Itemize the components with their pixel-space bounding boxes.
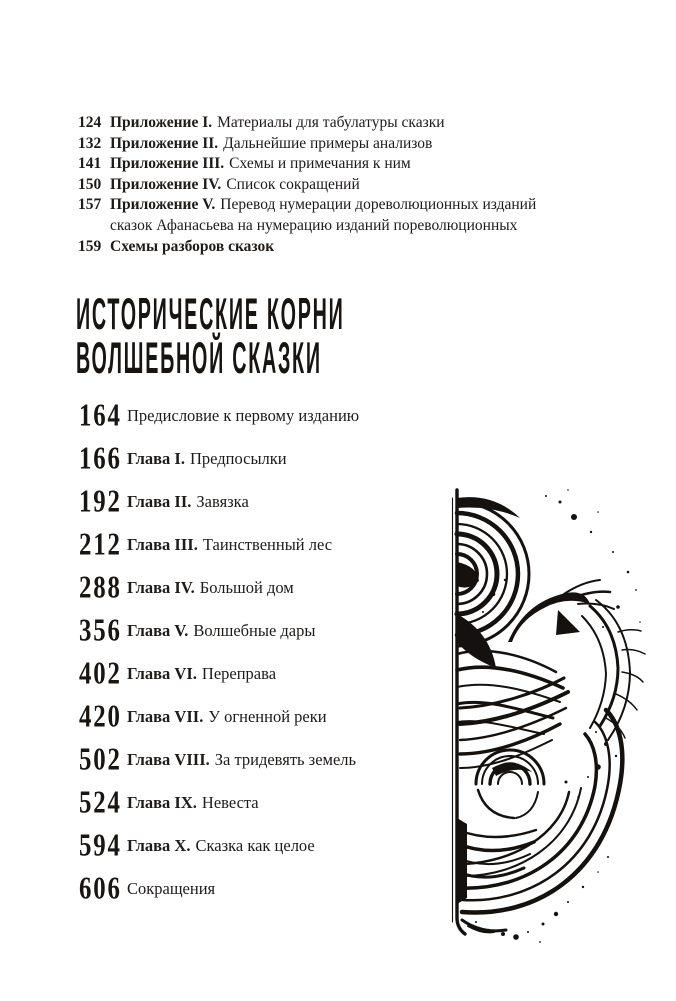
book-title <box>76 289 539 384</box>
page-number: 606 <box>79 869 122 906</box>
toc-entry <box>79 652 479 695</box>
page-number: 402 <box>79 654 122 691</box>
entry-title: Сокращения <box>127 878 216 898</box>
toc-entry <box>79 394 479 437</box>
toc-entry <box>79 738 479 781</box>
entry-label: Глава VI. <box>127 663 197 683</box>
entry-label: Глава II. <box>127 491 192 511</box>
page-number: 420 <box>79 697 122 734</box>
entry-text <box>127 836 315 856</box>
entry-title: У огненной реки <box>208 706 327 726</box>
entry-text <box>127 406 359 426</box>
page-number: 356 <box>79 611 122 648</box>
toc-entry <box>79 437 479 480</box>
page-number: 192 <box>79 482 122 519</box>
entry-title: Сказка как целое <box>195 835 315 855</box>
entry-text <box>127 750 356 770</box>
crescent-swirl <box>508 580 614 642</box>
entry-title: Материалы для табулатуры сказки <box>217 114 445 131</box>
page-number: 150 <box>78 175 102 193</box>
entry-text <box>110 195 542 236</box>
entry-title: Волшебные дары <box>193 620 316 640</box>
page-number: 502 <box>79 740 122 777</box>
chapter-list <box>79 394 479 910</box>
entry-title: Большой дом <box>199 577 294 597</box>
page-number: 124 <box>78 114 102 131</box>
entry-label: Приложение III. <box>110 155 225 173</box>
toc-entry <box>78 237 558 258</box>
entry-label: Глава IV. <box>127 577 195 597</box>
entry-label: Глава VII. <box>127 706 204 726</box>
toc-entry <box>79 824 479 867</box>
entry-title: Предисловие к первому изданию <box>127 405 360 425</box>
entry-text <box>110 175 542 196</box>
toc-entry <box>79 480 479 523</box>
toc-entry <box>79 609 479 652</box>
entry-title: Таинственный лес <box>202 534 333 554</box>
entry-label: Глава VIII. <box>127 749 210 769</box>
entry-text <box>127 492 249 512</box>
entry-title: Перевод нумерации дореволюционных изданий сказок Афанасьева на нумерацию изданий пореволюционных <box>110 196 537 234</box>
entry-text <box>110 113 542 134</box>
entry-text <box>110 134 542 155</box>
entry-title: Предпосылки <box>189 448 287 468</box>
page-number: 164 <box>79 396 122 433</box>
ink-swirl-illustration <box>448 482 658 957</box>
entry-text <box>110 237 542 258</box>
page-number: 132 <box>78 134 102 152</box>
entry-label: Приложение II. <box>110 134 219 152</box>
toc-entry <box>78 154 558 175</box>
entry-label: Глава I. <box>127 448 185 468</box>
page-number: 141 <box>78 155 102 173</box>
entry-title: Список сокращений <box>226 175 360 193</box>
toc-entry <box>78 175 558 196</box>
entry-text <box>127 793 259 813</box>
entry-title: Невеста <box>201 792 259 812</box>
entry-label: Приложение V. <box>110 196 216 214</box>
entry-text <box>127 621 315 641</box>
toc-entry <box>78 113 558 134</box>
book-title-line2: ВОЛШЕБНОЙ СКАЗКИ <box>76 333 322 384</box>
entry-text <box>110 154 542 175</box>
toc-entry <box>78 134 558 155</box>
toc-entry <box>79 566 479 609</box>
entry-label: Глава III. <box>127 534 198 554</box>
page-number: 524 <box>79 783 122 820</box>
entry-label: Глава V. <box>127 620 189 640</box>
toc-entry <box>79 867 479 910</box>
entry-title: Схемы и примечания к ним <box>229 155 411 173</box>
page-number: 166 <box>79 439 122 476</box>
page-number: 159 <box>78 237 102 255</box>
entry-label: Глава X. <box>127 835 191 855</box>
toc-entry <box>78 195 558 236</box>
entry-text <box>127 664 276 684</box>
entry-title: Дальнейшие примеры анализов <box>223 134 433 152</box>
page-number: 157 <box>78 196 102 214</box>
center-wave-bundle <box>460 678 568 768</box>
vortex-swirl <box>476 750 544 818</box>
page-number: 594 <box>79 826 122 863</box>
entry-text <box>127 707 327 727</box>
page-number: 288 <box>79 568 122 605</box>
book-title-line1: ИСТОРИЧЕСКИЕ КОРНИ <box>76 289 345 340</box>
entry-title: Переправа <box>201 663 277 683</box>
toc-entry <box>79 781 479 824</box>
entry-label: Глава IX. <box>127 792 197 812</box>
appendix-list <box>78 113 558 257</box>
bottom-bowl <box>457 710 622 932</box>
entry-title: За тридевять земель <box>214 749 357 769</box>
page-number: 212 <box>79 525 122 562</box>
entry-text <box>127 535 332 555</box>
toc-entry <box>79 695 479 738</box>
entry-label: Приложение I. <box>110 114 213 131</box>
entry-label: Схемы разборов сказок <box>110 237 275 255</box>
entry-text <box>127 879 215 899</box>
entry-text <box>127 449 287 469</box>
entry-text <box>127 578 294 598</box>
entry-label: Приложение IV. <box>110 175 222 193</box>
toc-entry <box>79 523 479 566</box>
entry-title: Завязка <box>196 491 249 511</box>
